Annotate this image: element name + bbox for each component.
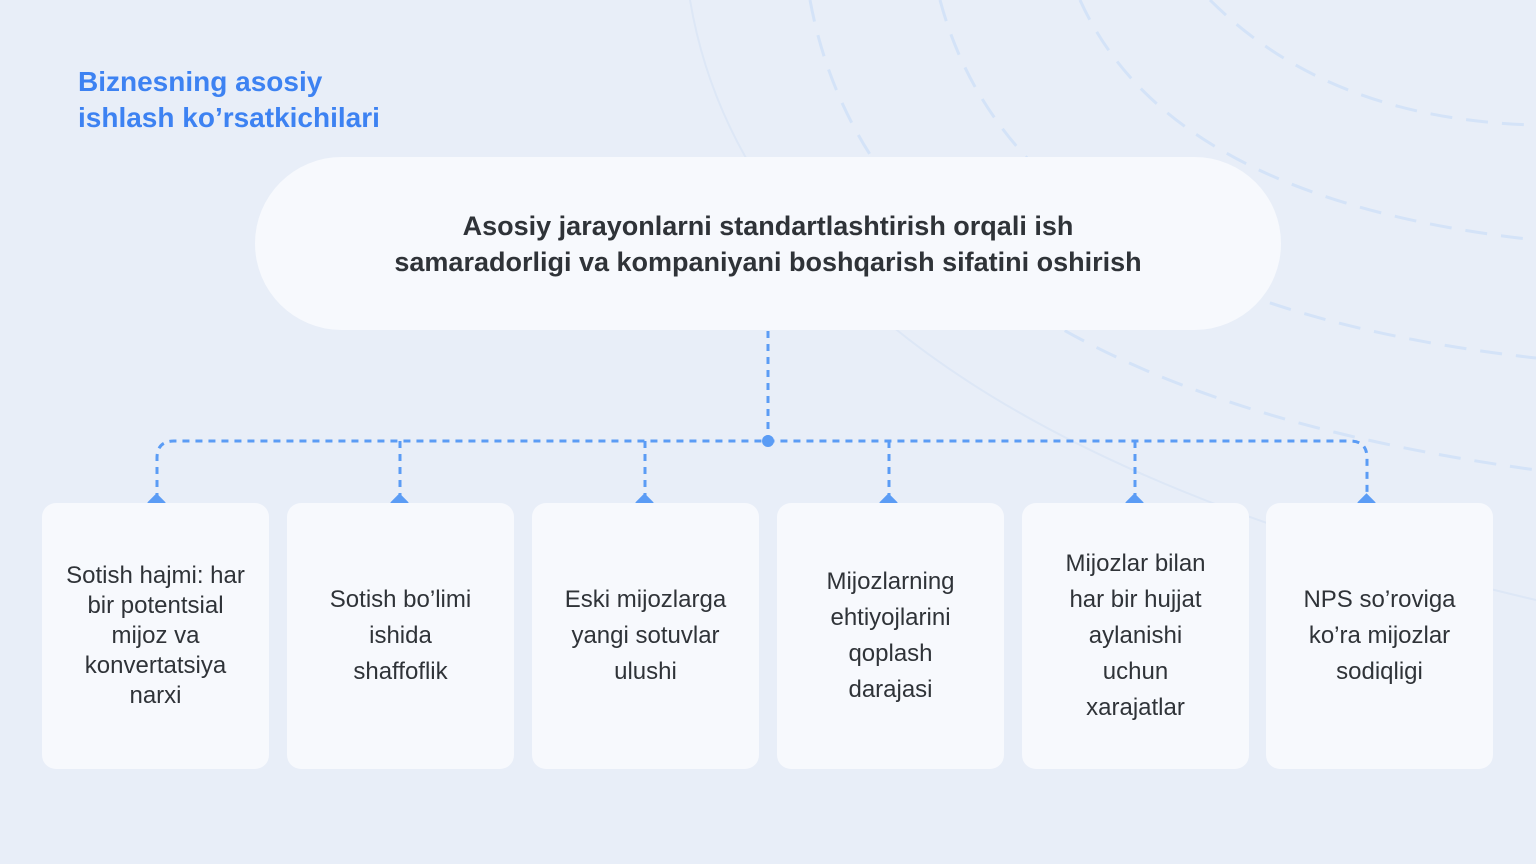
kpi-card-line: Sotish bo’limi — [329, 586, 472, 613]
kpi-card-document-costs — [1022, 503, 1249, 769]
kpi-card-line: ehtiyojlarini — [830, 604, 951, 631]
kpi-card-line: aylanishi — [1088, 622, 1183, 649]
kpi-card-text — [66, 561, 245, 711]
kpi-card-line: sodiqligi — [1336, 658, 1423, 685]
kpi-card-line: qoplash — [848, 640, 933, 667]
kpi-card-repeat-sales — [532, 503, 759, 769]
kpi-card-text — [330, 582, 471, 690]
kpi-card-line: narxi — [129, 682, 182, 709]
kpi-card-line: darajasi — [848, 676, 933, 703]
kpi-card-text — [826, 564, 954, 708]
kpi-card-line: bir potentsial — [87, 592, 224, 619]
kpi-card-line: xarajatlar — [1086, 694, 1185, 721]
kpi-card-nps-loyalty — [1266, 503, 1493, 769]
kpi-card-sales-transparency — [287, 503, 514, 769]
goal-text-line: samaradorligi va kompaniyani boshqarish sifatini oshirish — [394, 246, 1142, 277]
page-title-line: ishlash ko’rsatkichilari — [78, 102, 380, 133]
branch-line — [157, 441, 1367, 500]
kpi-card-line: yangi sotuvlar — [571, 622, 720, 649]
kpi-card-text — [565, 582, 726, 690]
kpi-card-line: shaffoflik — [353, 658, 448, 685]
kpi-card-text — [1303, 582, 1455, 690]
kpi-card-text — [1065, 546, 1205, 726]
kpi-card-line: ishida — [369, 622, 432, 649]
kpi-card-needs-coverage — [777, 503, 1004, 769]
kpi-card-line: konvertatsiya — [84, 652, 227, 679]
kpi-card-line: Mijozlar bilan — [1065, 550, 1206, 577]
kpi-card-line: Sotish hajmi: har — [66, 562, 245, 589]
kpi-card-line: ulushi — [614, 658, 677, 685]
kpi-card-line: NPS so’roviga — [1303, 586, 1456, 613]
kpi-card-line: uchun — [1102, 658, 1169, 685]
page-title-line: Biznesning asosiy — [78, 66, 323, 97]
kpi-card-line: Eski mijozlarga — [564, 586, 727, 613]
goal-text-line: Asosiy jarayonlarni standartlashtirish orqali ish — [462, 210, 1074, 241]
kpi-card-sales-volume — [42, 503, 269, 769]
kpi-card-line: mijoz va — [111, 622, 200, 649]
kpi-card-line: Mijozlarning — [826, 568, 955, 595]
kpi-card-line: ko’ra mijozlar — [1308, 622, 1451, 649]
kpi-card-line: har bir hujjat — [1069, 586, 1202, 613]
junction-dot — [762, 435, 774, 447]
